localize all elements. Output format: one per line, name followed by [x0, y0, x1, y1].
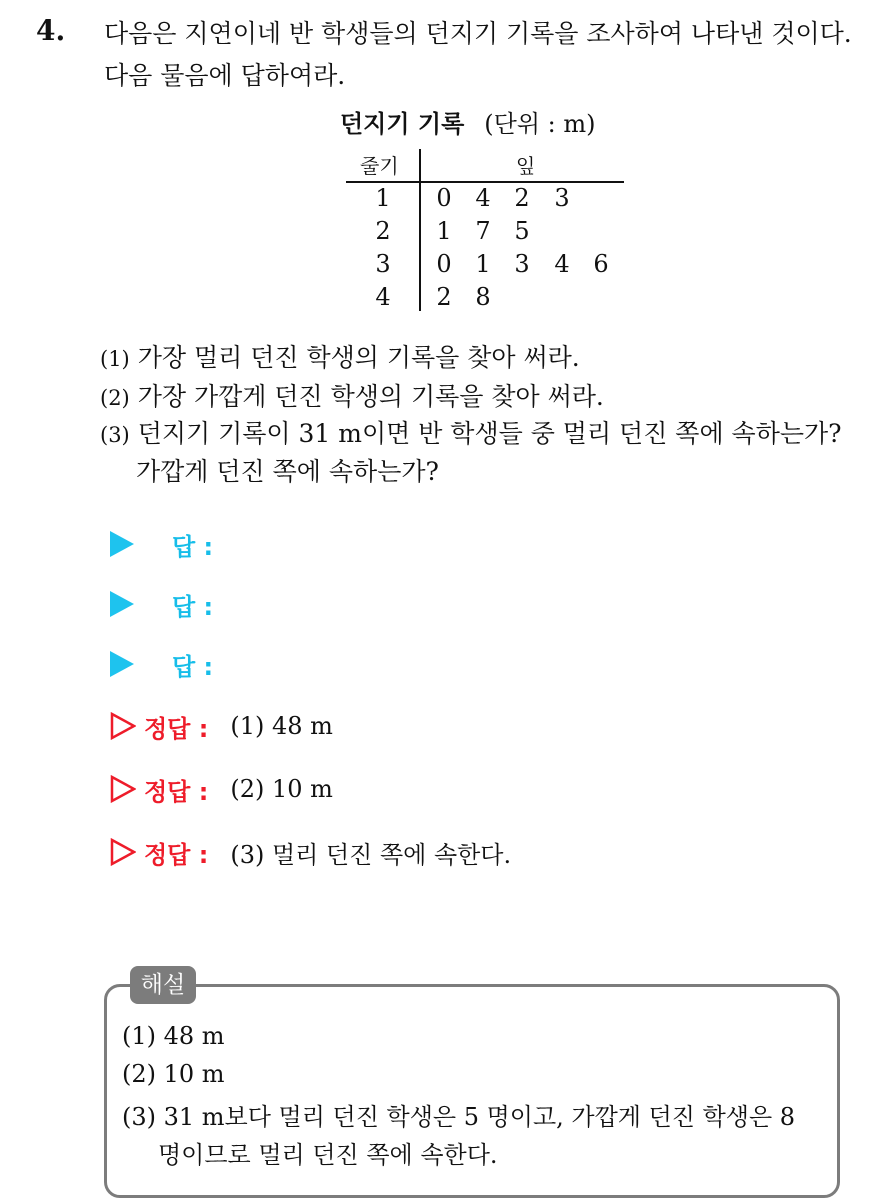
solution-row-3: [110, 832, 511, 872]
explanation-line-3: (3) 31 m보다 멀리 던진 학생은 5 명이고, 가깝게 던진 학생은 8: [122, 1103, 796, 1131]
leaf-cell: 2: [436, 283, 452, 311]
answer-row-1[interactable]: [110, 524, 214, 564]
leaf-cell: 8: [475, 283, 491, 311]
answer-row-2[interactable]: [110, 584, 214, 624]
solution-label: 정답 :: [144, 777, 209, 806]
table-header-divider: [346, 181, 624, 183]
triangle-outline-icon: [110, 712, 136, 740]
leaf-cell: 2: [514, 184, 530, 212]
answer-label: 답 :: [172, 592, 214, 621]
subquestion-1: [100, 338, 580, 374]
subquestion-number: (2): [100, 386, 130, 410]
subquestion-2: [100, 377, 604, 413]
stem-cell: 2: [375, 217, 391, 245]
solution-row-2: [110, 769, 333, 809]
solution-label: 정답 :: [144, 840, 209, 869]
triangle-outline-icon: [110, 775, 136, 803]
solution-row-1: [110, 706, 333, 746]
leaf-cell: 4: [554, 250, 570, 278]
leaf-cell: 7: [475, 217, 491, 245]
subquestion-number: (3): [100, 423, 130, 447]
explanation-line-2: (2) 10 m: [122, 1060, 225, 1088]
leaf-cell: 1: [475, 250, 491, 278]
triangle-outline-icon: [110, 838, 136, 866]
leaf-cell: 5: [514, 217, 530, 245]
stem-cell: 3: [375, 250, 391, 278]
question-text-line2: 다음 물음에 답하여라.: [104, 61, 346, 90]
subquestion-text: 가장 멀리 던진 학생의 기록을 찾아 써라.: [137, 343, 580, 372]
leaf-cell: 0: [436, 250, 452, 278]
question-number: 4.: [36, 14, 66, 47]
subquestion-3: [100, 414, 842, 450]
leaf-cell: 4: [475, 184, 491, 212]
explanation-line-1: (1) 48 m: [122, 1022, 225, 1050]
leaf-cell: 3: [514, 250, 530, 278]
table-title: [340, 104, 595, 139]
solution-label: 정답 :: [144, 714, 209, 743]
solution-value: (2) 10 m: [230, 775, 333, 803]
explanation-tag: 해설: [130, 966, 196, 1004]
question-text-line1: 다음은 지연이네 반 학생들의 던지기 기록을 조사하여 나타낸 것이다.: [104, 19, 852, 48]
table-unit: (단위 : m): [484, 110, 596, 138]
leaf-cell: 3: [554, 184, 570, 212]
solution-value: (1) 48 m: [230, 712, 333, 740]
leaf-cell: 0: [436, 184, 452, 212]
stem-cell: 4: [375, 283, 391, 311]
table-stem-divider: [419, 149, 421, 311]
answer-label: 답 :: [172, 532, 214, 561]
answer-label: 답 :: [172, 652, 214, 681]
subquestion-text: 던지기 기록이 31 m이면 반 학생들 중 멀리 던진 쪽에 속하는가?: [137, 419, 842, 448]
play-arrow-icon: [110, 531, 134, 557]
answer-row-3[interactable]: [110, 644, 214, 684]
table-title-text: 던지기 기록: [340, 110, 465, 138]
play-arrow-icon: [110, 591, 134, 617]
explanation-line-4: 명이므로 멀리 던진 쪽에 속한다.: [158, 1141, 498, 1169]
solution-value: (3) 멀리 던진 쪽에 속한다.: [230, 840, 512, 869]
play-arrow-icon: [110, 651, 134, 677]
leaf-cell: 6: [593, 250, 609, 278]
table-header-leaf: 잎: [516, 154, 536, 178]
table-header-stem: 줄기: [360, 154, 399, 178]
subquestion-number: (1): [100, 347, 130, 371]
leaf-cell: 1: [436, 217, 452, 245]
stem-cell: 1: [375, 184, 391, 212]
subquestion-3-continued: 가깝게 던진 쪽에 속하는가?: [136, 457, 439, 486]
subquestion-text: 가장 가깝게 던진 학생의 기록을 찾아 써라.: [137, 382, 604, 411]
